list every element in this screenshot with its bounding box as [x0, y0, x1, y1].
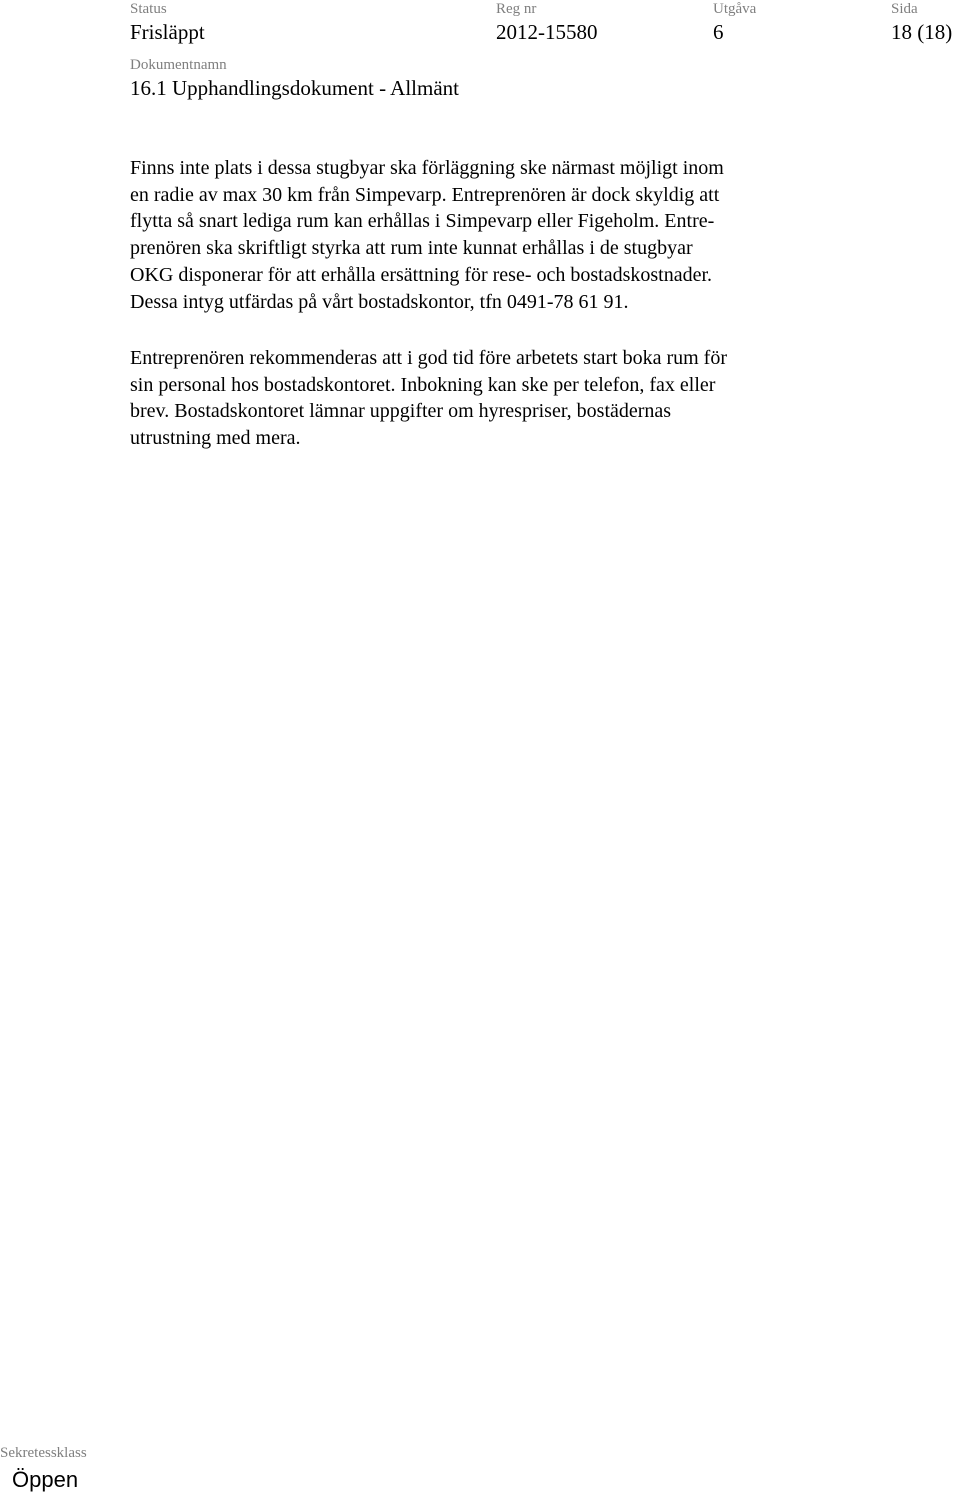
paragraph-line: Finns inte plats i dessa stugbyar ska förläggning ske närmast möjligt inom — [130, 157, 724, 179]
edition-label: Utgåva — [713, 1, 757, 17]
edition-value: 6 — [713, 20, 724, 44]
paragraph-line: flytta så snart lediga rum kan erhållas i Simpevarp eller Figeholm. Entre- — [130, 210, 715, 233]
paragraph-line: utrustning med mera. — [130, 427, 301, 450]
status-value: Frisläppt — [130, 20, 205, 44]
paragraph-line: brev. Bostadskontoret lämnar uppgifter om hyrespriser, bostädernas — [130, 400, 672, 423]
document-name-value: 16.1 Upphandlingsdokument - Allmänt — [130, 76, 459, 100]
reg-number-label: Reg nr — [496, 1, 537, 17]
paragraph-accommodation-rules — [130, 155, 860, 315]
classification-label: Sekretessklass — [0, 1445, 87, 1461]
reg-number-value: 2012-15580 — [496, 20, 598, 44]
page-number-value: 18 (18) — [891, 20, 953, 44]
paragraph-line: en radie av max 30 km från Simpevarp. Entreprenören är dock skyldig att — [130, 183, 720, 206]
paragraph-line: Entreprenören rekommenderas att i god tid före arbetets start boka rum för — [130, 347, 728, 369]
paragraph-line: prenören ska skriftligt styrka att rum inte kunnat erhållas i de stugbyar — [130, 237, 693, 260]
status-label: Status — [130, 1, 167, 17]
page-label: Sida — [891, 1, 918, 17]
classification-value: Öppen — [12, 1467, 79, 1492]
paragraph-line: OKG disponerar för att erhålla ersättning för rese- och bostadskostnader. — [130, 263, 713, 286]
paragraph-line: sin personal hos bostadskontoret. Inbokning kan ske per telefon, fax eller — [130, 373, 716, 396]
paragraph-booking-recommendation — [130, 345, 860, 452]
document-name-label: Dokumentnamn — [130, 57, 227, 73]
paragraph-line: Dessa intyg utfärdas på vårt bostadskontor, tfn 0491-78 61 91. — [130, 290, 629, 313]
